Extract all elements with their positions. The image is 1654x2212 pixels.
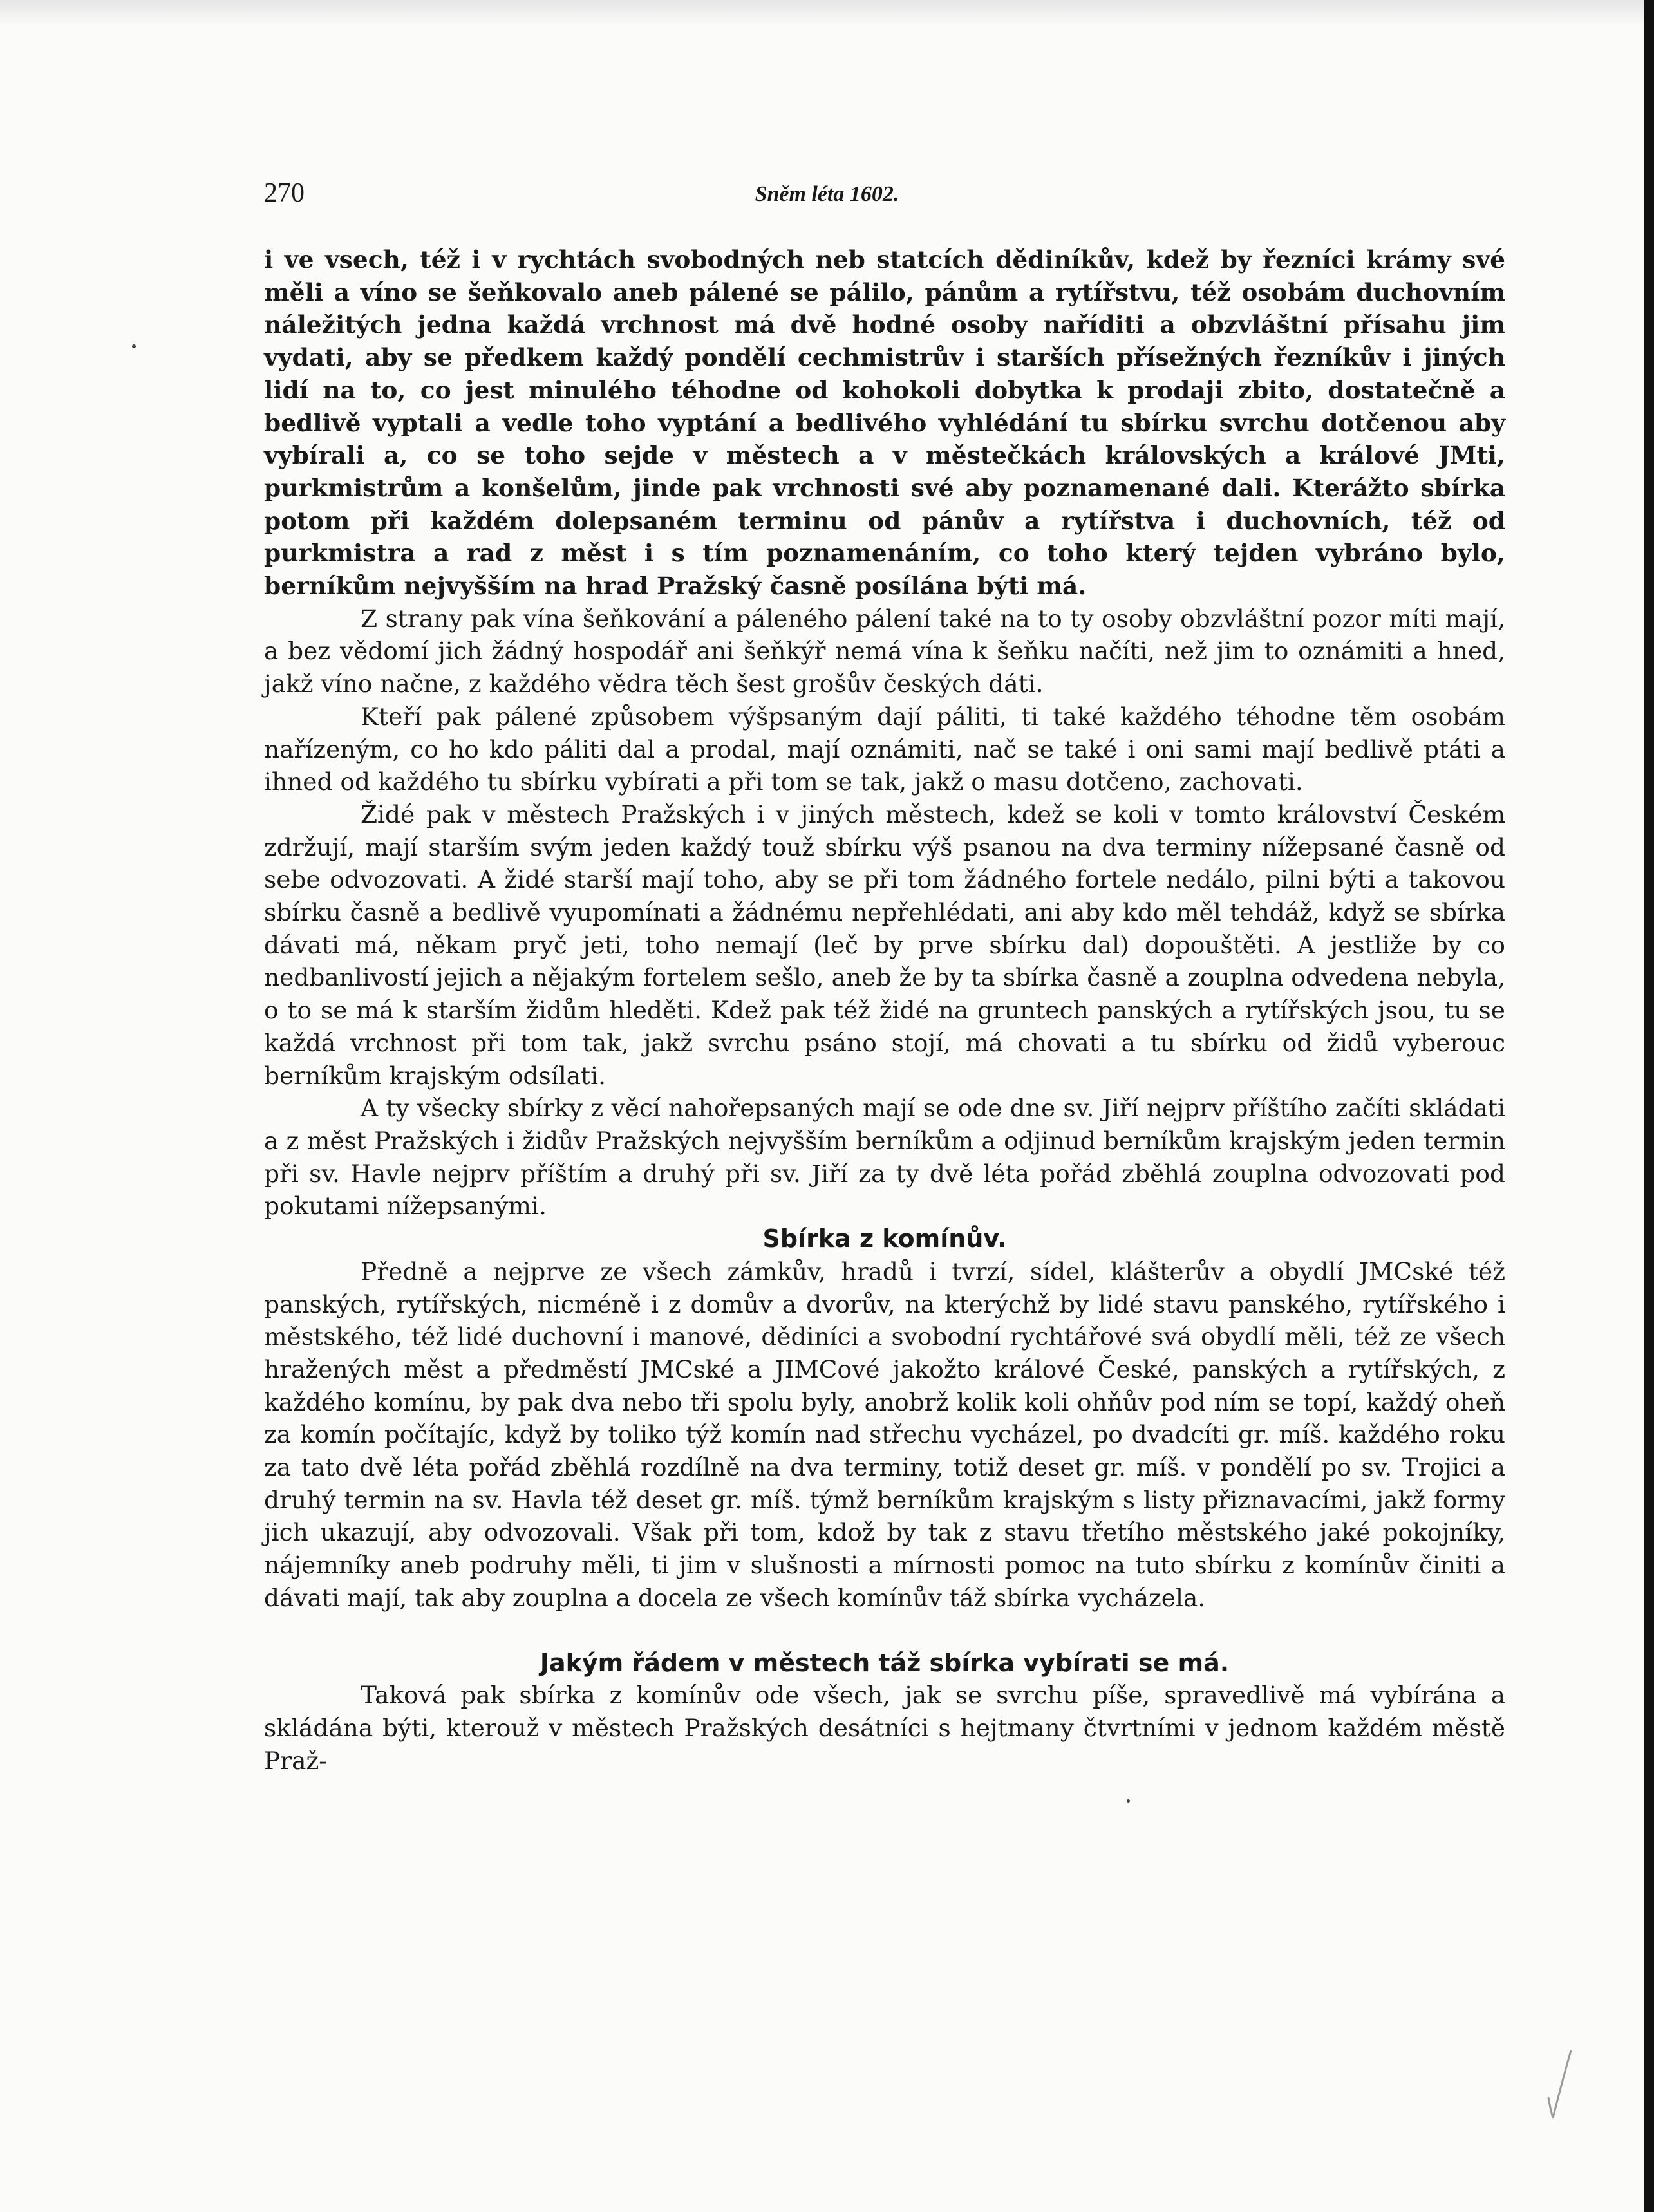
body-paragraph: A ty všecky sbírky z věcí nahořepsaných mají se ode dne sv. Jiří nejprv příštího začíti skládati a z měst Pražských i židův Pražských nejvyšším berníkům a odjinud berníkům krajským jeden termin při sv. Havle nejprv příštím a druhý při sv. Jiří za ty dvě léta pořád zběhlá zouplna odvozovati pod pokutami nížepsanými. (264, 1094, 1505, 1221)
section-heading-chimney-tax: Sbírka z komínův. (762, 1224, 1007, 1253)
section-heading-collection-order: Jakým řádem v městech táž sbírka vybírati se má. (540, 1648, 1230, 1677)
page-number: 270 (264, 178, 305, 208)
running-title: Sněm léta 1602. (755, 182, 899, 206)
scan-speck (132, 344, 136, 348)
body-paragraph: Z strany pak vína šeňkování a páleného pálení také na to ty osoby obzvláštní pozor míti mají, a bez vědomí jich žádný hospodář ani šeňkýř nemá vína k šeňku načíti, než jim to oznámiti a hned, jakž víno načne, z každého vědra těch šest grošův českých dáti. (264, 604, 1505, 698)
scan-speck (1127, 1799, 1130, 1803)
page-body (264, 243, 1505, 1777)
scan-right-border (1644, 0, 1654, 2212)
scan-top-shadow (0, 0, 1654, 26)
body-paragraph: Židé pak v městech Pražských i v jiných městech, kdež se koli v tomto království Českém zdržují, mají starším svým jeden každý touž sbírku výš psanou na dva terminy nížepsané časně od sebe odvozovati. A židé starší mají toho, aby se při tom žádného fortele nedálo, pilni býti a takovou sbírku časně a bedlivě vyupomínati a žádnému nepřehlédati, ani aby kdo měl tehdáž, když se sbírka dávati má, někam pryč jeti, toho nemají (leč by prve sbírku dal) dopouštěti. A jestliže by co nedbanlivostí jejich a nějakým fortelem sešlo, aneb že by ta sbírka časně a zouplna odvedena nebyla, o to se má k starším židům hleděti. Kdež pak též židé na gruntech panských a rytířských jsou, tu se každá vrchnost při tom tak, jakž svrchu psáno stojí, má chovati a tu sbírku od židů vyberouc berníkům krajským odsílati. (264, 800, 1505, 1090)
body-paragraph: Kteří pak pálené způsobem výšpsaným dají páliti, ti také každého téhodne těm osobám nařízeným, co ho kdo páliti dal a prodal, mají oznámiti, nač se také i oni sami mají bedlivě ptáti a ihned od každého tu sbírku vybírati a při tom se tak, jakž o masu dotčeno, zachovati. (264, 702, 1505, 796)
pencil-mark-icon (1545, 2047, 1577, 2124)
body-paragraph: Předně a nejprve ze všech zámkův, hradů i tvrzí, sídel, klášterův a obydlí JMCské též panských, rytířských, nicméně i z domův a dvorův, na kterýchž by lidé stavu panského, rytířského i městského, též lidé duchovní i manové, dědiníci a svobodní rychtářové svá obydlí měli, též ze všech hražených měst a předměstí JMCské a JIMCové jakožto králové České, panských a rytířských, z každého komínu, by pak dva nebo tři spolu byly, anobrž kolik koli ohňův pod ním se topí, každý oheň za komín počítajíc, když by toliko týž komín nad střechu vycházel, po dvadcíti gr. míš. každého roku za tato dvě léta pořád zběhlá rozdílně na dva terminy, totiž deset gr. míš. v pondělí po sv. Trojici a druhý termin na sv. Havla též deset gr. míš. týmž berníkům krajským s listy přiznavacími, jakž formy jich ukazují, aby odvozovali. Však při tom, kdož by tak z stavu třetího městského jaké pokojníky, nájemníky aneb podruhy měli, ti jim v slušnosti a mírnosti pomoc na tuto sbírku z komínův činiti a dávati mají, tak aby zouplna a docela ze všech komínův táž sbírka vycházela. (264, 1257, 1505, 1612)
body-paragraph: i ve vsech, též i v rychtách svobodných neb statcích dědiníkův, kdež by řezníci krámy své měli a víno se šeňkovalo aneb pálené se pálilo, pánům a rytířstvu, též osobám duchovním náležitých jedna každá vrchnost má dvě hodné osoby naříditi a obzvláštní přísahu jim vydati, aby se předkem každý pondělí cechmistrův i starších přísežných řezníkův i jiných lidí na to, co jest minulého téhodne od kohokoli dobytka k prodaji zbito, dostatečně a bedlivě vyptali a vedle toho vyptání a bedlivého vyhlédání tu sbírku svrchu dotčenou aby vybírali a, co se toho sejde v městech a v městečkách královských a králové JMti, purkmistrům a konšelům, jinde pak vrchnosti své aby poznamenané dali. Kterážto sbírka potom při každém dolepsaném terminu od pánův a rytířstva i duchovních, též od purkmistra a rad z měst i s tím poznamenáním, co toho který tejden vybráno bylo, berníkům nejvyšším na hrad Pražský časně posílána býti má. (264, 245, 1505, 601)
body-paragraph: Taková pak sbírka z komínův ode všech, jak se svrchu píše, spravedlivě má vybírána a skládána býti, kterouž v městech Pražských desátníci s hejtmany čtvrtními v jednom každém městě Praž- (264, 1681, 1505, 1775)
